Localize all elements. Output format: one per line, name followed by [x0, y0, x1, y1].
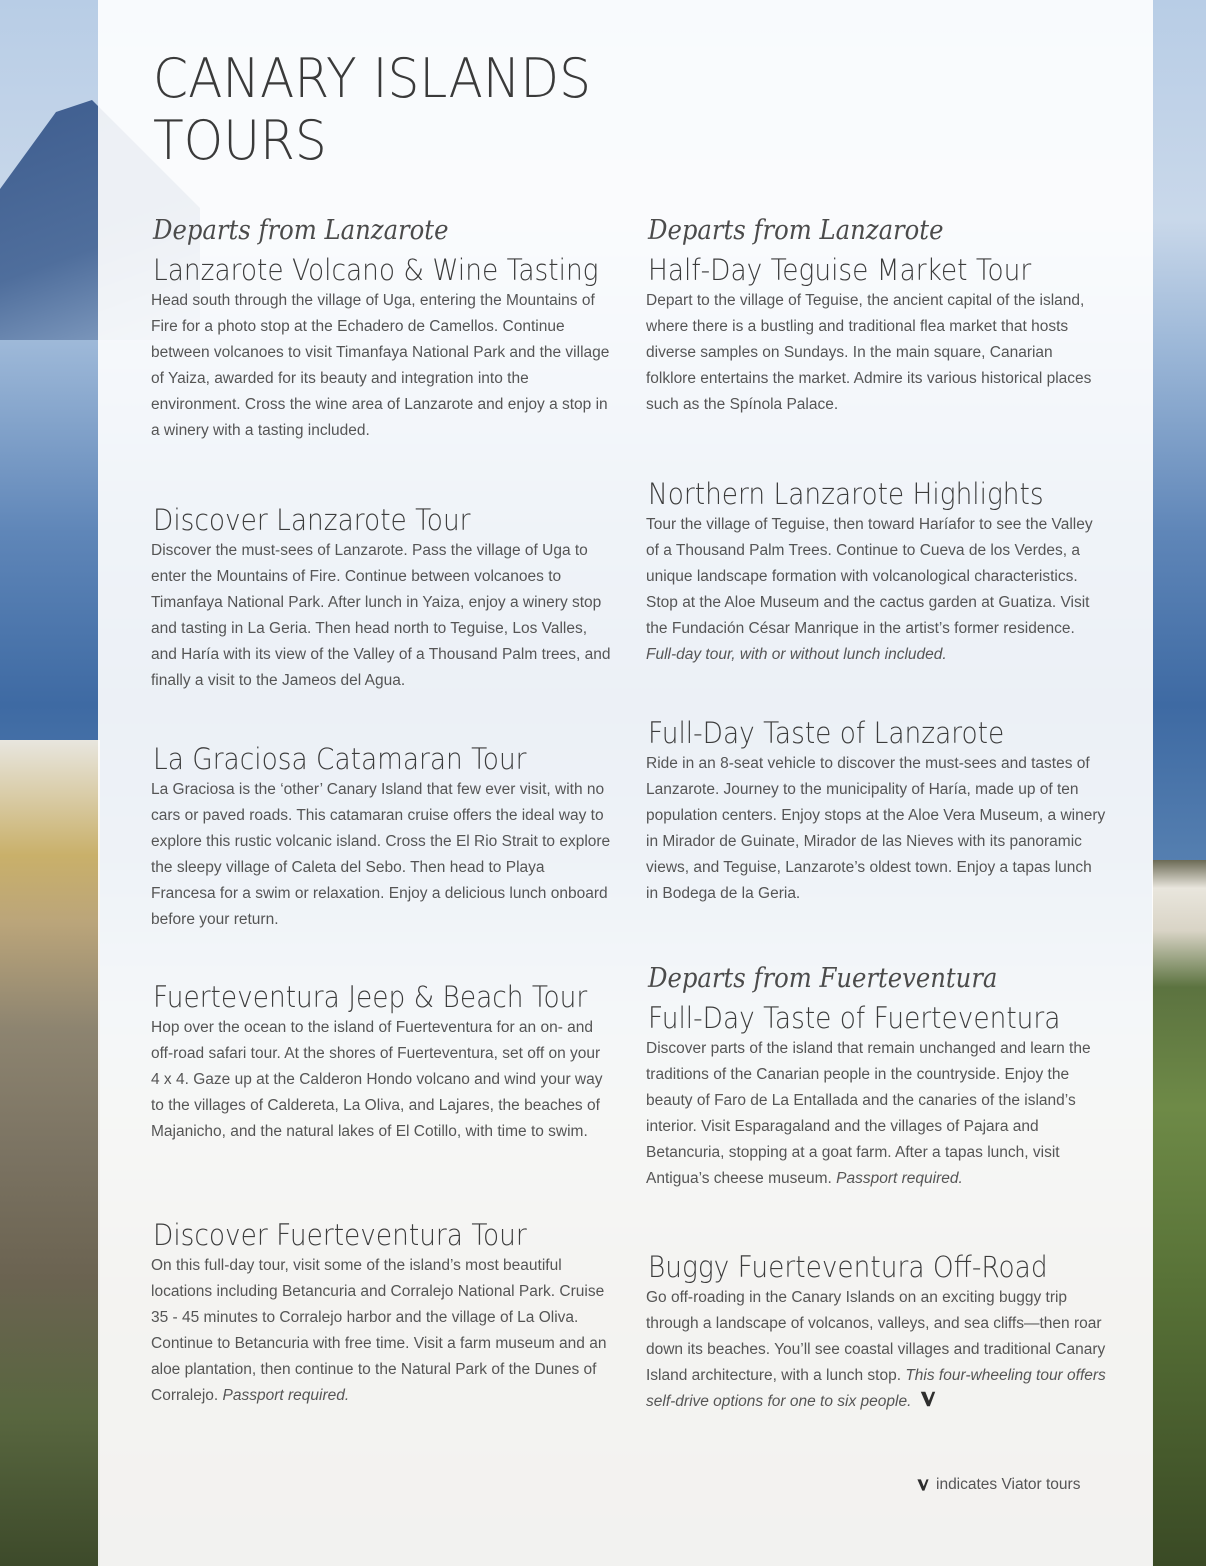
tour-description: On this full-day tour, visit some of the island’s most beautiful locations including Betancuria and Corralejo National Park. Cruise 35 - 45 minutes to Corralejo harbor and the village of La Oliva. Continue to Betancuria with free time. Visit a farm museum and an aloe plantation, then continue to the Natural Park of the Dunes of Corralejo. Passport required. [151, 1257, 607, 1404]
departs-label: Departs from Lanzarote [648, 215, 944, 246]
tour-description: Discover the must-sees of Lanzarote. Pass the village of Uga to enter the Mountains of Fire. Continue between volcanoes to Timanfaya National Park. After lunch in Yaiza, enjoy a winery stop and tasting in La Geria. Then head north to Teguise, Los Valles, and Haría with its view of the Valley of a Thousand Palm trees, and finally a visit to the Jameos del Agua. [151, 542, 611, 689]
tour-note: This four-wheeling tour offers self-drive options for one to six people. [646, 1367, 1106, 1410]
tour-title: La Graciosa Catamaran Tour [153, 742, 527, 776]
tour-discover-fuerteventura [151, 1217, 611, 1409]
tour-taste-of-lanzarote [646, 715, 1106, 907]
page-title-line2: TOURS [153, 109, 327, 172]
tour-discover-lanzarote [151, 502, 611, 694]
viator-v-icon [916, 1478, 930, 1492]
viator-legend [916, 1476, 1080, 1494]
legend-text: indicates Viator tours [936, 1476, 1081, 1493]
page-title-line1: CANARY ISLANDS [153, 47, 591, 110]
hillside-town-left [0, 740, 100, 1566]
tour-taste-of-fuerteventura [646, 962, 1106, 1192]
page-title [153, 48, 674, 172]
tour-fuerteventura-jeep-beach [151, 979, 611, 1145]
tour-description: Depart to the village of Teguise, the ancient capital of the island, where there is a bustling and traditional flea market that hosts diverse samples on Sundays. In the main square, Canarian folklore entertains the market. Admire its various historical places such as the Spínola Palace. [646, 292, 1092, 413]
tour-buggy-fuerteventura [646, 1249, 1106, 1415]
tour-northern-lanzarote [646, 476, 1106, 668]
tour-teguise-market [646, 214, 1106, 418]
tour-description: Ride in an 8-seat vehicle to discover the must-sees and tastes of Lanzarote. Journey to the municipality of Haría, made up of ten population centers. Enjoy stops at the Aloe Vera Museum, a winery in Mirador de Guinate, Mirador de las Nieves with its panoramic views, and Teguise, Lanzarote’s oldest town. Enjoy a tapas lunch in Bodega de la Geria. [646, 755, 1106, 902]
tour-description: Go off-roading in the Canary Islands on an exciting buggy trip through a landscape of volcanos, valleys, and sea cliffs—then roar down its beaches. You’ll see coastal villages and traditional Canary Island architecture, with a lunch stop. This four-wheeling tour offers self-drive options for one to six people. [646, 1289, 1106, 1410]
tour-note: Passport required. [222, 1387, 350, 1404]
tour-la-graciosa-catamaran [151, 741, 611, 933]
tour-note: Full-day tour, with or without lunch included. [646, 646, 947, 663]
tour-title: Half-Day Teguise Market Tour [648, 253, 1032, 287]
tour-title: Lanzarote Volcano & Wine Tasting [153, 253, 599, 287]
tour-note: Passport required. [836, 1170, 963, 1187]
tour-title: Full-Day Taste of Fuerteventura [648, 1001, 1061, 1035]
tour-description: Discover parts of the island that remain unchanged and learn the traditions of the Canarian people in the countryside. Enjoy the beauty of Faro de La Entallada and the canaries of the island’s interior. Visit Esparagaland and the villages of Pajara and Betancuria, stopping at a goat farm. After a tapas lunch, visit Antigua’s cheese museum. Passport required. [646, 1040, 1091, 1187]
tour-description: Tour the village of Teguise, then toward Haríafor to see the Valley of a Thousand Palm Trees. Continue to Cueva de los Verdes, a unique landscape formation with volcanological characteristics. Stop at the Aloe Museum and the cactus garden at Guatiza. Visit the Fundación César Manrique in the artist’s former residence. Full-day tour, with or without lunch included. [646, 516, 1093, 663]
tour-description: Hop over the ocean to the island of Fuerteventura for an on- and off-road safari tour. At the shores of Fuerteventura, set off on your 4 x 4. Gaze up at the Calderon Hondo volcano and wind your way to the villages of Caldereta, La Oliva, and Lajares, the beaches of Majanicho, and the natural lakes of El Cotillo, with time to swim. [151, 1019, 603, 1140]
tour-title: Fuerteventura Jeep & Beach Tour [153, 980, 588, 1014]
departs-label: Departs from Lanzarote [153, 215, 449, 246]
viator-v-icon [919, 1390, 937, 1408]
tour-title: Discover Fuerteventura Tour [153, 1218, 527, 1252]
departs-label: Departs from Fuerteventura [648, 963, 998, 994]
tour-title: Full-Day Taste of Lanzarote [648, 716, 1005, 750]
hillside-town-right [1152, 860, 1206, 1566]
tour-title: Northern Lanzarote Highlights [648, 477, 1044, 511]
tour-title: Discover Lanzarote Tour [153, 503, 471, 537]
tour-lanzarote-volcano-wine [151, 214, 611, 444]
tour-description: Head south through the village of Uga, entering the Mountains of Fire for a photo stop at the Echadero de Camellos. Continue between volcanoes to visit Timanfaya National Park and the village of Yaiza, awarded for its beauty and integration into the environment. Cross the wine area of Lanzarote and enjoy a stop in a winery with a tasting included. [151, 292, 610, 439]
tour-description: La Graciosa is the ‘other’ Canary Island that few ever visit, with no cars or paved roads. This catamaran cruise offers the ideal way to explore this rustic volcanic island. Cross the El Rio Strait to explore the sleepy village of Caleta del Sebo. Then head to Playa Francesa for a swim or relaxation. Enjoy a delicious lunch onboard before your return. [151, 781, 611, 928]
tour-title: Buggy Fuerteventura Off-Road [648, 1250, 1048, 1284]
